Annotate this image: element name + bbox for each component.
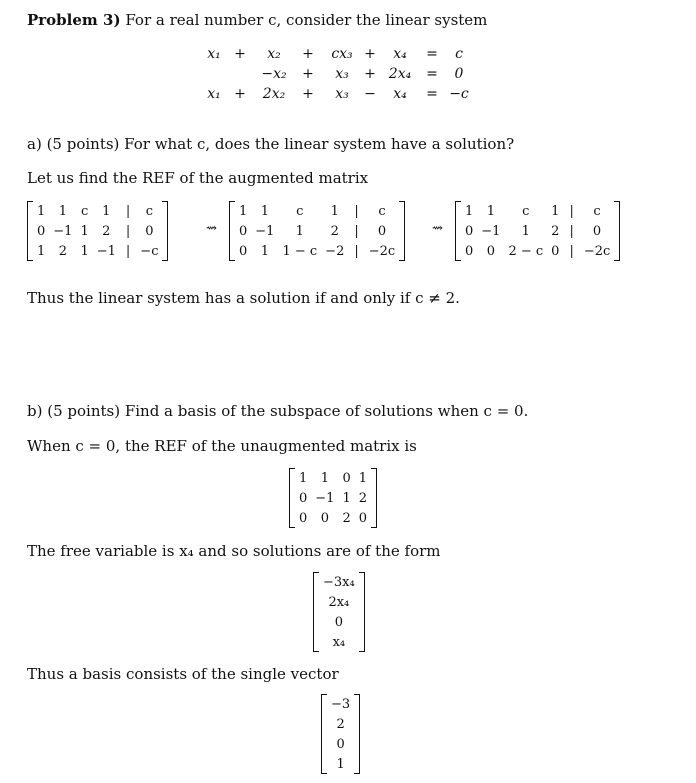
matrix-entry: 2 − c: [508, 243, 544, 259]
system-term: c: [455, 46, 463, 62]
part-b-question: b) (5 points) Find a basis of the subspace of solutions when c = 0.: [27, 402, 529, 420]
left-bracket: [455, 201, 461, 261]
row-reduce-arrow: ⇝: [432, 221, 443, 236]
matrix-entry: 1: [37, 203, 46, 219]
matrix-entry: 1 − c: [282, 243, 318, 259]
unaugmented-matrix: [289, 468, 377, 528]
left-bracket: [229, 201, 235, 261]
matrix-entry: 2: [336, 716, 345, 732]
left-bracket: [321, 694, 327, 774]
left-bracket: [313, 572, 319, 652]
row-reduce-arrow: ⇝: [206, 221, 217, 236]
matrix-entry: |: [569, 203, 574, 219]
matrix-entry: 0: [358, 510, 368, 526]
matrix-entry: 1: [336, 756, 345, 772]
matrix-entry: 1: [521, 223, 530, 239]
system-term: x₃: [335, 86, 349, 102]
matrix-entry: 2: [102, 223, 111, 239]
matrix-entry: |: [354, 243, 359, 259]
system-term: +: [234, 46, 246, 62]
matrix-entry: c: [378, 203, 386, 219]
solution-vector: [313, 572, 365, 652]
system-term: x₄: [393, 46, 407, 62]
matrix-entry: 0: [336, 736, 345, 752]
matrix-entry: −c: [140, 243, 159, 259]
system-term: x₄: [393, 86, 407, 102]
matrix-entry: −2: [325, 243, 345, 259]
system-term: 0: [454, 66, 464, 82]
matrix-entry: |: [569, 223, 574, 239]
matrix-entry: 0: [145, 223, 154, 239]
matrix-entry: 0: [320, 510, 329, 526]
matrix-entry: 1: [465, 203, 474, 219]
matrix-entry: −3x₄: [323, 574, 355, 590]
left-bracket: [27, 201, 33, 261]
right-bracket: [359, 572, 365, 652]
system-term: −x₂: [261, 66, 287, 82]
part-a-conclusion: Thus the linear system has a solution if and only if c ≠ 2.: [27, 289, 460, 307]
system-term: x₃: [335, 66, 349, 82]
right-bracket: [614, 201, 620, 261]
problem-heading: Problem 3): [27, 11, 121, 29]
matrix-entry: c: [145, 203, 154, 219]
matrix-entry: 0: [334, 614, 343, 630]
system-term: +: [364, 46, 376, 62]
matrix-entry: −1: [53, 223, 73, 239]
matrix-entry: 0: [551, 243, 560, 259]
system-term: x₂: [267, 46, 281, 62]
part-a-question: a) (5 points) For what c, does the linear system have a solution?: [27, 135, 515, 153]
left-bracket: [289, 468, 295, 528]
matrix-entry: 2: [58, 243, 67, 259]
matrix-entry: 0: [465, 243, 474, 259]
matrix-entry: |: [125, 223, 131, 239]
matrix-entry: x₄: [332, 634, 346, 650]
matrix-entry: 1: [330, 203, 339, 219]
matrix-entry: 1: [239, 203, 248, 219]
matrix-entry: 0: [299, 490, 308, 506]
matrix-entry: −1: [255, 223, 275, 239]
matrix-entry: 1: [102, 203, 111, 219]
matrix-entry: 0: [377, 223, 387, 239]
matrix-entry: 1: [260, 243, 269, 259]
matrix-entry: −1: [315, 490, 335, 506]
problem-intro: For a real number c, consider the linear system: [125, 11, 488, 29]
system-term: cx₃: [331, 46, 353, 62]
matrix-entry: 1: [260, 203, 269, 219]
system-term: =: [426, 46, 438, 62]
matrix-entry: 1: [80, 223, 89, 239]
matrix-entry: −2c: [368, 243, 396, 259]
matrix-entry: |: [125, 203, 131, 219]
part-a-lead: Let us find the REF of the augmented matrix: [27, 169, 369, 187]
free-variable-text: The free variable is x₄ and so solutions are of the form: [27, 542, 441, 560]
matrix-entry: 2: [551, 223, 560, 239]
system-term: x₁: [207, 86, 221, 102]
right-bracket: [354, 694, 360, 774]
matrix-entry: 2: [358, 490, 368, 506]
matrix-entry: |: [569, 243, 574, 259]
matrix-entry: 1: [342, 490, 351, 506]
matrix-entry: |: [125, 243, 131, 259]
matrix-entry: 1: [299, 470, 308, 486]
system-term: x₁: [207, 46, 221, 62]
augmented-matrix-1: [27, 201, 168, 261]
matrix-entry: −3: [331, 696, 351, 712]
matrix-entry: −2c: [583, 243, 611, 259]
right-bracket: [371, 468, 377, 528]
system-term: −c: [449, 86, 469, 102]
matrix-entry: 1: [37, 243, 46, 259]
matrix-entry: −1: [96, 243, 116, 259]
problem-statement: [27, 11, 487, 29]
system-term: −: [364, 86, 376, 102]
matrix-entry: 2x₄: [328, 594, 350, 610]
basis-vector: [321, 694, 360, 774]
augmented-matrix-2: [229, 201, 405, 261]
matrix-entry: 1: [358, 470, 368, 486]
augmented-matrix-3: [455, 201, 620, 261]
system-term: +: [302, 46, 314, 62]
matrix-entry: |: [354, 203, 359, 219]
matrix-entry: 0: [592, 223, 602, 239]
matrix-entry: 1: [295, 223, 304, 239]
matrix-entry: 0: [37, 223, 46, 239]
system-term: +: [302, 86, 314, 102]
system-term: =: [426, 66, 438, 82]
matrix-entry: 0: [486, 243, 495, 259]
right-bracket: [162, 201, 168, 261]
system-term: +: [302, 66, 314, 82]
matrix-entry: 0: [239, 223, 248, 239]
matrix-entry: 1: [486, 203, 495, 219]
matrix-entry: c: [593, 203, 601, 219]
right-bracket: [399, 201, 405, 261]
matrix-entry: 0: [465, 223, 474, 239]
matrix-entry: c: [296, 203, 304, 219]
matrix-entry: −1: [481, 223, 501, 239]
matrix-entry: 1: [80, 243, 89, 259]
matrix-entry: 1: [58, 203, 67, 219]
basis-text: Thus a basis consists of the single vector: [27, 665, 339, 683]
system-term: +: [234, 86, 246, 102]
system-term: +: [364, 66, 376, 82]
matrix-entry: 2: [342, 510, 351, 526]
part-b-lead: When c = 0, the REF of the unaugmented matrix is: [27, 437, 417, 455]
matrix-entry: 1: [320, 470, 329, 486]
matrix-entry: |: [354, 223, 359, 239]
matrix-entry: 1: [551, 203, 560, 219]
system-term: =: [426, 86, 438, 102]
matrix-entry: 0: [239, 243, 248, 259]
matrix-entry: c: [80, 203, 89, 219]
matrix-entry: 2: [330, 223, 339, 239]
matrix-entry: 0: [342, 470, 351, 486]
matrix-entry: c: [522, 203, 530, 219]
system-term: 2x₂: [262, 86, 286, 102]
system-term: 2x₄: [388, 66, 412, 82]
matrix-entry: 0: [299, 510, 308, 526]
